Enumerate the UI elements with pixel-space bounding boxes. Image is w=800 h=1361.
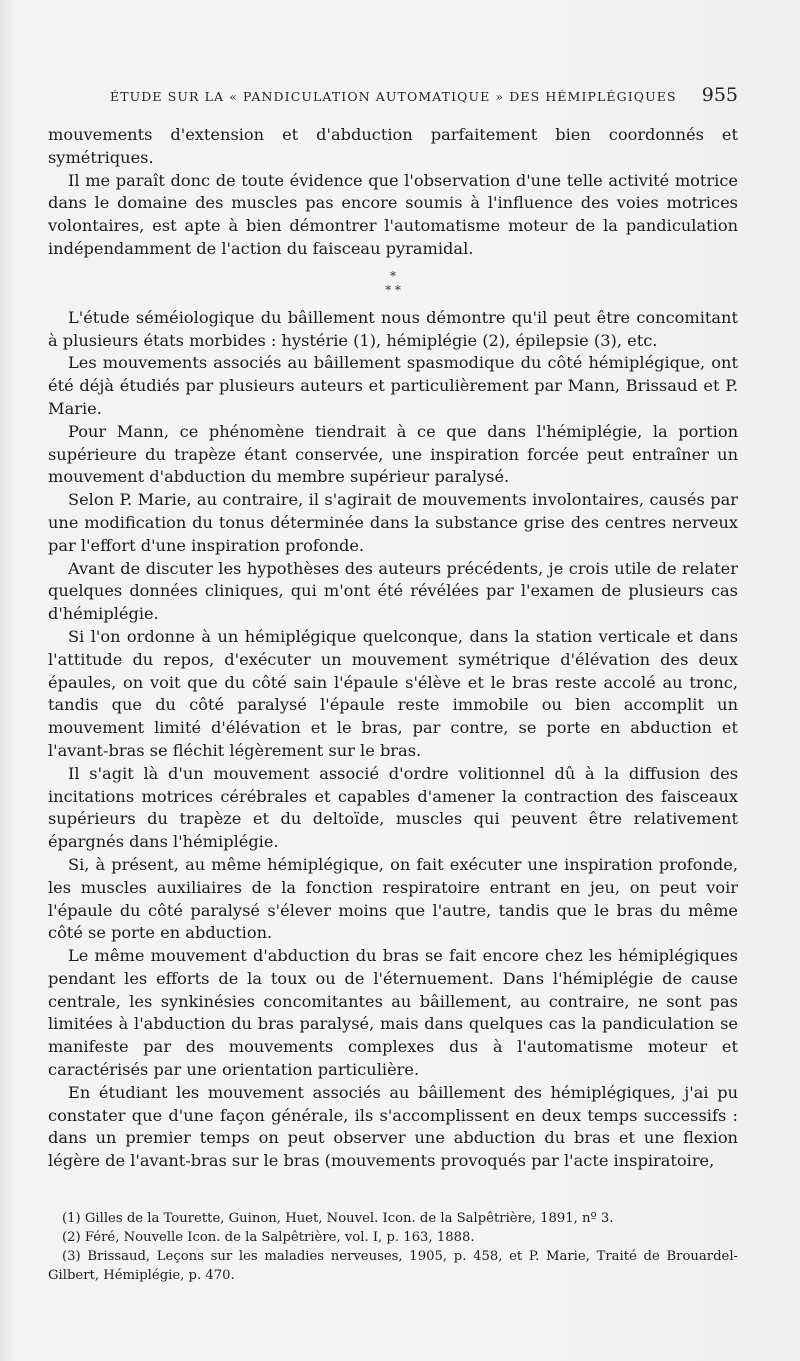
- running-header: [110, 84, 738, 106]
- paragraph: mouvements d'extension et d'abduction parfaitement bien coordonnés et symétriques.: [48, 125, 738, 167]
- section-break-stars: * *: [385, 282, 401, 297]
- paragraph: Pour Mann, ce phénomène tiendrait à ce que dans l'hémiplégie, la portion supérieure du trapèze étant conservée, une inspiration forcée peut entraîner un mouvement d'abduction du membre supérieur paralysé.: [48, 421, 738, 487]
- footnote: (1) Gilles de la Tourette, Guinon, Huet, Nouvel. Icon. de la Salpêtrière, 1891, nº 3.: [62, 1211, 614, 1226]
- section-break: [48, 269, 738, 297]
- paragraph: Le même mouvement d'abduction du bras se fait encore chez les hémiplégiques pendant les efforts de la toux ou de l'éternuement. Dans l'hémiplégie de cause centrale, les synkinésies concomitantes au bâillement, au contraire, ne sont pas limitées à l'abduction du bras paralysé, mais dans quelques cas la pandiculation se manifeste par des mouvements complexes dus à l'automatisme moteur et caractérisés par une orientation particulière.: [48, 946, 738, 1080]
- paragraph: Il s'agit là d'un mouvement associé d'ordre volitionnel dû à la diffusion des incitations motrices cérébrales et capables d'amener la contraction des faisceaux supérieurs du trapèze et du deltoïde, muscles qui peuvent être relativement épargnés dans l'hémiplégie.: [48, 763, 738, 852]
- running-title: ÉTUDE SUR LA « PANDICULATION AUTOMATIQUE » DES HÉMIPLÉGIQUES: [110, 89, 677, 104]
- paragraph: Les mouvements associés au bâillement spasmodique du côté hémiplégique, ont été déjà étudiés par plusieurs auteurs et particulièrement par Mann, Brissaud et P. Marie.: [48, 353, 738, 418]
- paragraph: Avant de discuter les hypothèses des auteurs précédents, je crois utile de relater quelques données cliniques, qui m'ont été révélées par l'examen de plusieurs cas d'hémiplégie.: [48, 558, 738, 624]
- paragraph: En étudiant les mouvement associés au bâillement des hémiplégiques, j'ai pu constater que d'une façon générale, ils s'accomplissent en deux temps successifs : dans un premier temps on peut observer une abduction du bras et une flexion légère de l'avant-bras sur le bras (mouvements provoqués par l'acte inspiratoire,: [48, 1082, 738, 1171]
- footnote: (2) Féré, Nouvelle Icon. de la Salpêtrière, vol. I, p. 163, 1888.: [62, 1230, 475, 1245]
- section-break-star: *: [390, 268, 396, 283]
- page-number: 955: [701, 84, 738, 106]
- paragraph: Si, à présent, au même hémiplégique, on fait exécuter une inspiration profonde, les muscles auxiliaires de la fonction respiratoire entrant en jeu, on peut voir l'épaule du côté paralysé s'élever moins que l'autre, tandis que le bras du même côté se porte en abduction.: [48, 854, 738, 943]
- body-text: [48, 124, 738, 1173]
- paragraph: L'étude séméiologique du bâillement nous démontre qu'il peut être concomitant à plusieurs états morbides : hystérie (1), hémiplégie (2), épilepsie (3), etc.: [48, 307, 738, 350]
- paragraph: Selon P. Marie, au contraire, il s'agirait de mouvements involontaires, causés par une modification du tonus déterminée dans la substance grise des centres nerveux par l'effort d'une inspiration profonde.: [48, 490, 738, 555]
- paragraph: Il me paraît donc de toute évidence que l'observation d'une telle activité motrice dans le domaine des muscles pas encore soumis à l'influence des voies motrices volontaires, est apte à bien démontrer l'automatisme moteur de la pandiculation indépendamment de l'action du faisceau pyramidal.: [48, 170, 738, 258]
- footnotes: [48, 1209, 738, 1285]
- paragraph: Si l'on ordonne à un hémiplégique quelconque, dans la station verticale et dans l'attitude du repos, d'exécuter un mouvement symétrique d'élévation des deux épaules, on voit que du côté sain l'épaule s'élève et le bras reste accolé au tronc, tandis que du côté paralysé l'épaule reste immobile ou bien accomplit un mouvement limité d'élévation et le bras, par contre, se porte en abduction et l'avant-bras se fléchit légèrement sur le bras.: [48, 626, 738, 760]
- footnote: (3) Brissaud, Leçons sur les maladies nerveuses, 1905, p. 458, et P. Marie, Traité de Brouardel-Gilbert, Hémiplégie, p. 470.: [48, 1249, 738, 1283]
